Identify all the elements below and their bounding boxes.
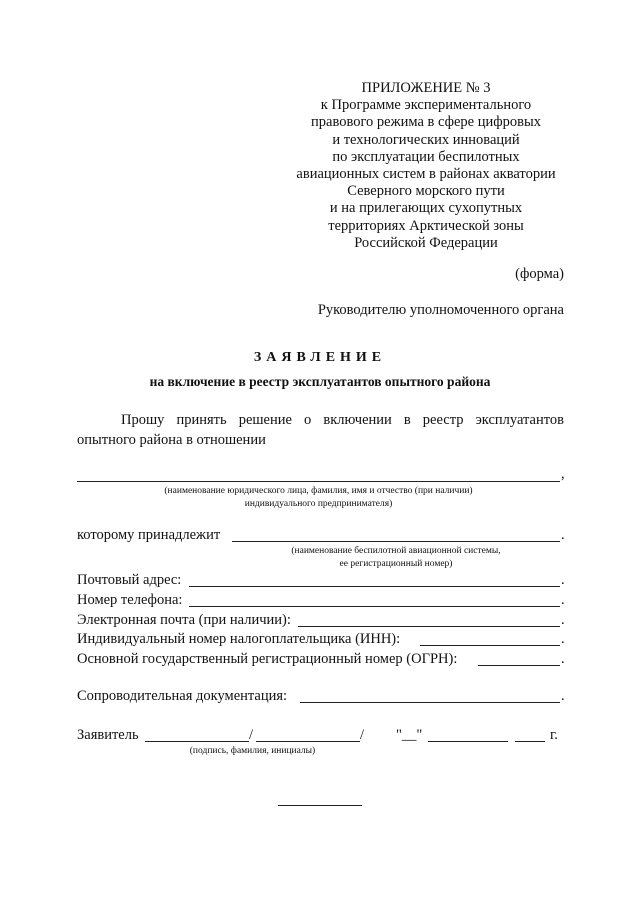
period-mark: . [561,527,565,543]
inn-label: Индивидуальный номер налогоплательщика (ИНН): [77,631,401,647]
period-mark: . [561,651,565,667]
phone-label: Номер телефона: [77,592,183,608]
year-field[interactable] [515,741,545,742]
docs-field[interactable] [300,702,560,703]
applicant-label: Заявитель [77,727,139,743]
appendix-line: и на прилегающих сухопутных [329,200,523,217]
system-hint-2: ее регистрационный номер) [339,559,453,569]
ogrn-label: Основной государственный регистрационный номер (ОГРН): [77,651,458,667]
period-mark: . [561,631,565,647]
system-hint-1: (наименование беспилотной авиационной системы, [291,546,501,556]
appendix-line: Российской Федерации [354,234,498,251]
period-mark: . [561,612,565,628]
period-mark: . [561,572,565,588]
name-initials-field[interactable] [256,741,360,742]
appendix-line: ПРИЛОЖЕНИЕ № 3 [361,80,491,96]
email-field[interactable] [298,626,560,627]
entity-hint-1: (наименование юридического лица, фамилия, имя и отчество (при наличии) [164,486,473,496]
postal-label: Почтовый адрес: [77,572,182,588]
signature-field[interactable] [145,741,249,742]
document-subtitle: на включение в реестр эксплуатантов опытного района [149,374,491,389]
entity-hint-2: индивидуального предпринимателя) [244,499,393,509]
appendix-header [250,80,602,252]
appendix-line: к Программе экспериментального [320,97,532,114]
period-mark: . [561,592,565,608]
slash-mark: / [249,727,254,743]
intro-paragraph: Прошу принять решение о включении в реестр эксплуатантов опытного района в отношении [77,412,564,448]
email-label: Электронная почта (при наличии): [77,612,291,628]
appendix-line: правового режима в сфере цифровых [311,114,541,131]
day-field[interactable]: "__" [396,727,423,743]
postal-field[interactable] [189,586,560,587]
appendix-line: территориях Арктической зоны [328,217,524,234]
comma-mark: , [561,466,565,482]
inn-field[interactable] [420,645,560,646]
ogrn-field[interactable] [478,665,560,666]
document-title: ЗАЯВЛЕНИЕ [253,350,387,365]
year-suffix: г. [550,727,558,743]
entity-name-field[interactable] [77,481,560,482]
period-mark: . [561,688,565,704]
appendix-line: и технологических инноваций [332,131,520,148]
slash-mark: / [360,727,365,743]
docs-label: Сопроводительная документация: [77,688,288,704]
phone-field[interactable] [189,606,560,607]
appendix-line: Северного морского пути [347,183,505,200]
signature-hint: (подпись, фамилия, инициалы) [189,746,316,756]
addressee: Руководителю уполномоченного органа [317,302,564,318]
owner-label: которому принадлежит [77,527,221,543]
closing-divider [278,805,362,806]
system-field[interactable] [232,541,560,542]
form-label: (форма) [515,266,564,282]
appendix-line: по эксплуатации беспилотных [332,148,520,165]
appendix-line: авиационных систем в районах акватории [296,166,556,183]
month-field[interactable] [428,741,508,742]
